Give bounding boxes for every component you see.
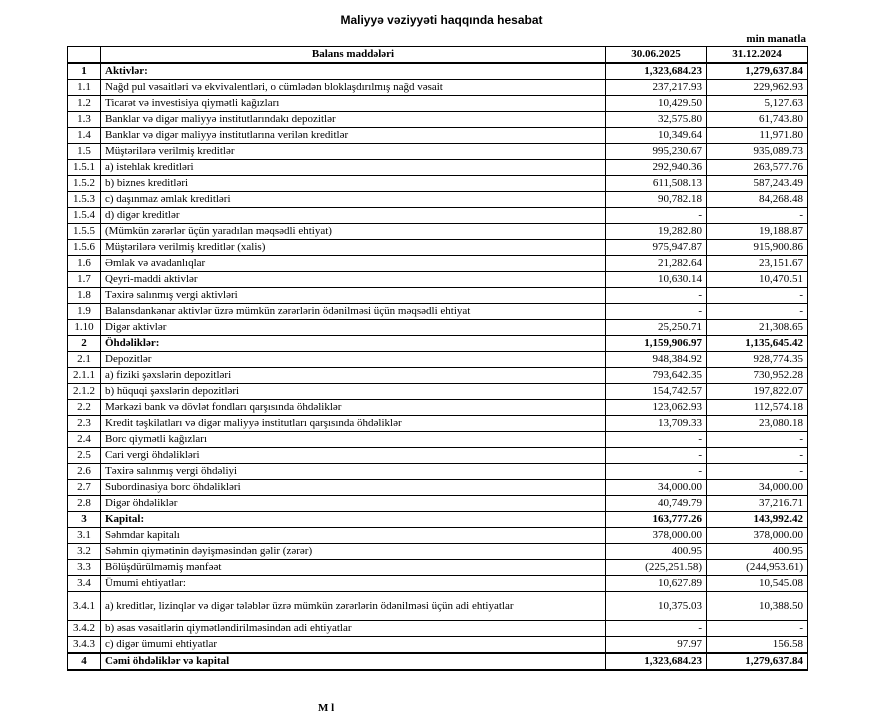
row-label: Səhmin qiymətinin dəyişməsindən gəlir (zərər) — [101, 544, 606, 560]
row-code: 2 — [68, 336, 101, 352]
row-value-30-06-2025: 1,323,684.23 — [606, 63, 707, 80]
table-row — [68, 160, 808, 176]
row-label: Depozitlər — [101, 352, 606, 368]
row-code: 1.5.6 — [68, 240, 101, 256]
row-value-31-12-2024: - — [707, 208, 808, 224]
header-date-2: 31.12.2024 — [707, 47, 808, 64]
row-label: Balansdankənar aktivlər üzrə mümkün zərərlərin ödənilməsi üçün məqsədli ehtiyat — [101, 304, 606, 320]
row-value-31-12-2024: 935,089.73 — [707, 144, 808, 160]
table-row — [68, 560, 808, 576]
row-label: b) əsas vəsaitlərin qiymətləndirilməsindən adi ehtiyatlar — [101, 621, 606, 637]
table-row — [68, 192, 808, 208]
row-code: 1.10 — [68, 320, 101, 336]
row-label: Öhdəliklər: — [101, 336, 606, 352]
table-row — [68, 416, 808, 432]
table-row — [68, 336, 808, 352]
table-row — [68, 320, 808, 336]
row-label: Ticarət və investisiya qiymətli kağızları — [101, 96, 606, 112]
row-code: 2.5 — [68, 448, 101, 464]
row-code: 2.1.1 — [68, 368, 101, 384]
table-row — [68, 384, 808, 400]
row-label: b) hüquqi şəxslərin depozitləri — [101, 384, 606, 400]
table-body — [68, 63, 808, 670]
row-value-30-06-2025: 123,062.93 — [606, 400, 707, 416]
row-value-30-06-2025: 21,282.64 — [606, 256, 707, 272]
row-value-31-12-2024: 1,135,645.42 — [707, 336, 808, 352]
row-value-31-12-2024: 11,971.80 — [707, 128, 808, 144]
row-value-31-12-2024: 37,216.71 — [707, 496, 808, 512]
row-code: 3.1 — [68, 528, 101, 544]
header-date-1: 30.06.2025 — [606, 47, 707, 64]
row-label: Subordinasiya borc öhdəlikləri — [101, 480, 606, 496]
row-value-30-06-2025: - — [606, 464, 707, 480]
row-code: 1.5.5 — [68, 224, 101, 240]
table-row — [68, 272, 808, 288]
table-row — [68, 400, 808, 416]
row-value-31-12-2024: 23,080.18 — [707, 416, 808, 432]
row-value-30-06-2025: 975,947.87 — [606, 240, 707, 256]
table-row — [68, 448, 808, 464]
row-value-31-12-2024: 400.95 — [707, 544, 808, 560]
table-row — [68, 112, 808, 128]
row-value-31-12-2024: - — [707, 621, 808, 637]
row-label: Müştərilərə verilmiş kreditlər (xalis) — [101, 240, 606, 256]
table-row — [68, 512, 808, 528]
row-value-30-06-2025: - — [606, 208, 707, 224]
table-header-row — [68, 47, 808, 64]
row-label: Müştərilərə verilmiş kreditlər — [101, 144, 606, 160]
row-value-30-06-2025: 163,777.26 — [606, 512, 707, 528]
table-row — [68, 80, 808, 96]
table-row — [68, 544, 808, 560]
row-value-30-06-2025: 13,709.33 — [606, 416, 707, 432]
row-value-31-12-2024: 34,000.00 — [707, 480, 808, 496]
row-code: 1.5.3 — [68, 192, 101, 208]
row-value-30-06-2025: 611,508.13 — [606, 176, 707, 192]
row-value-30-06-2025: 25,250.71 — [606, 320, 707, 336]
row-code: 1.5.4 — [68, 208, 101, 224]
table-row — [68, 368, 808, 384]
row-value-30-06-2025: 97.97 — [606, 637, 707, 654]
row-value-30-06-2025: 378,000.00 — [606, 528, 707, 544]
footer-fragment: M l — [318, 702, 335, 714]
table-row — [68, 240, 808, 256]
table-row — [68, 480, 808, 496]
table-row — [68, 63, 808, 80]
row-label: Kapital: — [101, 512, 606, 528]
row-value-31-12-2024: 915,900.86 — [707, 240, 808, 256]
row-label: d) digər kreditlər — [101, 208, 606, 224]
row-value-30-06-2025: - — [606, 621, 707, 637]
row-value-30-06-2025: 237,217.93 — [606, 80, 707, 96]
row-code: 2.1.2 — [68, 384, 101, 400]
row-value-31-12-2024: - — [707, 432, 808, 448]
row-value-31-12-2024: - — [707, 304, 808, 320]
row-label: Ümumi ehtiyatlar: — [101, 576, 606, 592]
row-value-31-12-2024: 156.58 — [707, 637, 808, 654]
row-value-30-06-2025: 154,742.57 — [606, 384, 707, 400]
row-code: 1.7 — [68, 272, 101, 288]
row-value-30-06-2025: 19,282.80 — [606, 224, 707, 240]
row-value-31-12-2024: 19,188.87 — [707, 224, 808, 240]
row-label: a) kreditlər, lizinqlər və digər tələblər üzrə mümkün zərərlərin ödənilməsi üçün adi ehtiyatlar — [101, 592, 606, 621]
row-code: 2.6 — [68, 464, 101, 480]
row-label: Kredit təşkilatları və digər maliyyə institutları qarşısında öhdəliklər — [101, 416, 606, 432]
row-value-31-12-2024: 378,000.00 — [707, 528, 808, 544]
table-row — [68, 288, 808, 304]
report-title: Maliyyə vəziyyəti haqqında hesabat — [340, 13, 543, 27]
table-row — [68, 496, 808, 512]
row-value-30-06-2025: 10,630.14 — [606, 272, 707, 288]
row-value-31-12-2024: 1,279,637.84 — [707, 653, 808, 670]
table-row — [68, 464, 808, 480]
row-value-30-06-2025: 10,375.03 — [606, 592, 707, 621]
row-label: Digər aktivlər — [101, 320, 606, 336]
row-value-30-06-2025: 40,749.79 — [606, 496, 707, 512]
row-label: b) biznes kreditləri — [101, 176, 606, 192]
row-value-31-12-2024: 61,743.80 — [707, 112, 808, 128]
row-value-31-12-2024: 10,388.50 — [707, 592, 808, 621]
row-value-30-06-2025: 90,782.18 — [606, 192, 707, 208]
row-value-31-12-2024: - — [707, 464, 808, 480]
row-value-30-06-2025: 34,000.00 — [606, 480, 707, 496]
row-label: Nağd pul vəsaitləri və ekvivalentləri, o cümlədən bloklaşdırılmış nağd vəsait — [101, 80, 606, 96]
row-code: 1.2 — [68, 96, 101, 112]
row-label: Qeyri-maddi aktivlər — [101, 272, 606, 288]
row-code: 1.4 — [68, 128, 101, 144]
header-item: Balans maddələri — [101, 47, 606, 64]
row-code: 1 — [68, 63, 101, 80]
row-value-31-12-2024: 21,308.65 — [707, 320, 808, 336]
row-label: Banklar və digər maliyyə institutlarına verilən kreditlər — [101, 128, 606, 144]
row-label: Təxirə salınmış vergi aktivləri — [101, 288, 606, 304]
row-value-30-06-2025: - — [606, 304, 707, 320]
row-value-30-06-2025: 10,429.50 — [606, 96, 707, 112]
table-row — [68, 592, 808, 621]
row-value-31-12-2024: 10,470.51 — [707, 272, 808, 288]
row-code: 2.4 — [68, 432, 101, 448]
row-code: 2.8 — [68, 496, 101, 512]
table-row — [68, 637, 808, 654]
row-value-31-12-2024: 1,279,637.84 — [707, 63, 808, 80]
row-code: 1.5 — [68, 144, 101, 160]
row-code: 1.6 — [68, 256, 101, 272]
table-row — [68, 224, 808, 240]
row-label: Digər öhdəliklər — [101, 496, 606, 512]
row-code: 2.3 — [68, 416, 101, 432]
unit-label: min manatla — [746, 33, 806, 45]
row-value-30-06-2025: 948,384.92 — [606, 352, 707, 368]
row-code: 3 — [68, 512, 101, 528]
row-value-31-12-2024: 5,127.63 — [707, 96, 808, 112]
row-code: 3.3 — [68, 560, 101, 576]
row-label: a) istehlak kreditləri — [101, 160, 606, 176]
row-code: 4 — [68, 653, 101, 670]
table-row — [68, 144, 808, 160]
header-code — [68, 47, 101, 64]
table-row — [68, 352, 808, 368]
row-value-31-12-2024: 730,952.28 — [707, 368, 808, 384]
row-value-30-06-2025: 292,940.36 — [606, 160, 707, 176]
row-value-30-06-2025: 793,642.35 — [606, 368, 707, 384]
row-value-30-06-2025: 32,575.80 — [606, 112, 707, 128]
table-row — [68, 653, 808, 670]
table-row — [68, 528, 808, 544]
row-value-30-06-2025: 1,323,684.23 — [606, 653, 707, 670]
row-code: 3.4.2 — [68, 621, 101, 637]
row-label: Cari vergi öhdəlikləri — [101, 448, 606, 464]
table-row — [68, 256, 808, 272]
table-row — [68, 621, 808, 637]
row-value-31-12-2024: 928,774.35 — [707, 352, 808, 368]
row-label: Səhmdar kapitalı — [101, 528, 606, 544]
row-value-30-06-2025: - — [606, 432, 707, 448]
row-code: 1.1 — [68, 80, 101, 96]
balance-sheet-table — [67, 46, 808, 671]
row-value-31-12-2024: 587,243.49 — [707, 176, 808, 192]
row-value-31-12-2024: 84,268.48 — [707, 192, 808, 208]
row-code: 1.3 — [68, 112, 101, 128]
row-code: 2.1 — [68, 352, 101, 368]
row-value-30-06-2025: 1,159,906.97 — [606, 336, 707, 352]
row-label: c) digər ümumi ehtiyatlar — [101, 637, 606, 654]
row-code: 1.8 — [68, 288, 101, 304]
table-row — [68, 208, 808, 224]
row-value-30-06-2025: (225,251.58) — [606, 560, 707, 576]
row-value-31-12-2024: 112,574.18 — [707, 400, 808, 416]
row-value-30-06-2025: - — [606, 448, 707, 464]
row-value-30-06-2025: 10,349.64 — [606, 128, 707, 144]
row-label: a) fiziki şəxslərin depozitləri — [101, 368, 606, 384]
table-row — [68, 432, 808, 448]
row-value-31-12-2024: 263,577.76 — [707, 160, 808, 176]
row-label: Borc qiymətli kağızları — [101, 432, 606, 448]
row-code: 3.4.3 — [68, 637, 101, 654]
row-code: 3.4 — [68, 576, 101, 592]
row-code: 2.7 — [68, 480, 101, 496]
table-row — [68, 576, 808, 592]
row-label: Mərkəzi bank və dövlət fondları qarşısında öhdəliklər — [101, 400, 606, 416]
row-value-31-12-2024: (244,953.61) — [707, 560, 808, 576]
row-value-31-12-2024: 143,992.42 — [707, 512, 808, 528]
row-value-31-12-2024: 197,822.07 — [707, 384, 808, 400]
row-code: 2.2 — [68, 400, 101, 416]
table-row — [68, 176, 808, 192]
row-label: c) daşınmaz əmlak kreditləri — [101, 192, 606, 208]
row-value-31-12-2024: 229,962.93 — [707, 80, 808, 96]
row-value-30-06-2025: 400.95 — [606, 544, 707, 560]
row-code: 1.5.2 — [68, 176, 101, 192]
row-label: Cəmi öhdəliklər və kapital — [101, 653, 606, 670]
row-value-30-06-2025: 10,627.89 — [606, 576, 707, 592]
table-row — [68, 96, 808, 112]
table-row — [68, 304, 808, 320]
row-label: Bölüşdürülməmiş mənfəət — [101, 560, 606, 576]
row-label: Aktivlər: — [101, 63, 606, 80]
row-value-30-06-2025: - — [606, 288, 707, 304]
row-value-31-12-2024: - — [707, 448, 808, 464]
row-value-31-12-2024: - — [707, 288, 808, 304]
row-value-31-12-2024: 23,151.67 — [707, 256, 808, 272]
row-label: Təxirə salınmış vergi öhdəliyi — [101, 464, 606, 480]
row-code: 3.2 — [68, 544, 101, 560]
table-row — [68, 128, 808, 144]
row-label: Banklar və digər maliyyə institutlarındakı depozitlər — [101, 112, 606, 128]
row-label: Əmlak və avadanlıqlar — [101, 256, 606, 272]
row-code: 3.4.1 — [68, 592, 101, 621]
row-value-30-06-2025: 995,230.67 — [606, 144, 707, 160]
row-code: 1.5.1 — [68, 160, 101, 176]
row-code: 1.9 — [68, 304, 101, 320]
row-label: (Mümkün zərərlər üçün yaradılan məqsədli ehtiyat) — [101, 224, 606, 240]
row-value-31-12-2024: 10,545.08 — [707, 576, 808, 592]
